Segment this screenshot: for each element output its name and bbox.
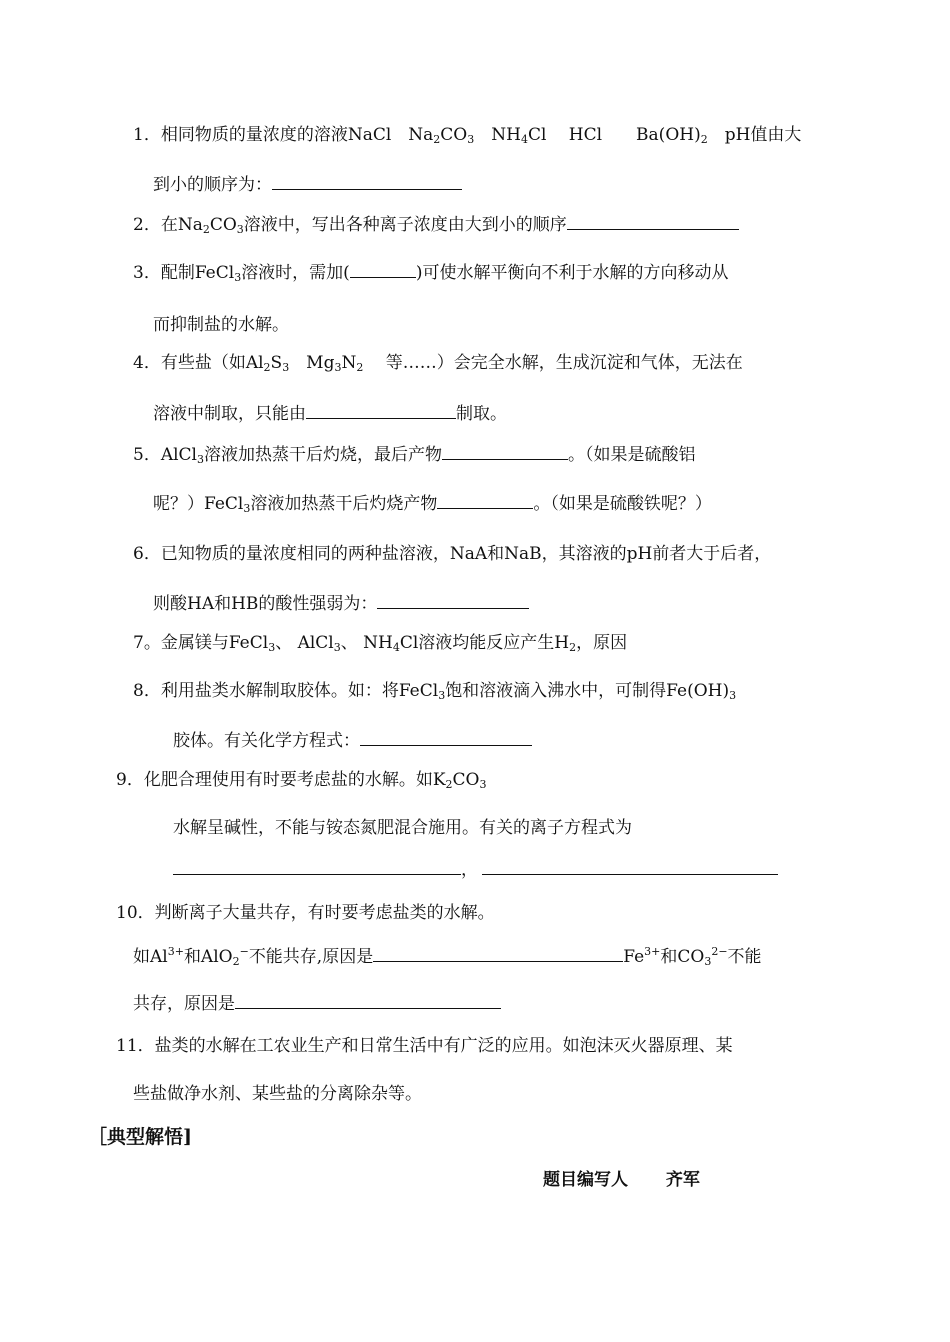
question-8-line-2: [173, 733, 532, 750]
q10-sub: 3: [704, 955, 712, 968]
q4-text: S: [270, 353, 283, 373]
question-10-line-3: [133, 996, 501, 1013]
q5-sub: 3: [243, 502, 251, 515]
q10-text: 不能共存,原因是: [248, 947, 374, 967]
q10-sup: 3+: [167, 945, 184, 958]
q1-text: Cl HCl Ba(OH): [527, 125, 701, 145]
q1-sub: 3: [467, 133, 475, 146]
question-3-line-1: [133, 265, 728, 283]
q3-text: )可使水解平衡向不利于水解的方向移动从: [415, 263, 729, 283]
q10-text: 如Al: [133, 947, 168, 967]
section-heading-text: ［典型解悟]: [88, 1126, 192, 1148]
q10-text: 共存，原因是: [133, 994, 235, 1014]
q9-sub: 3: [479, 778, 487, 791]
q7-text: ，原因: [576, 633, 628, 653]
q11-text: 11．盐类的水解在工农业生产和日常生活中有广泛的应用。如泡沫灭火器原理、某: [116, 1036, 733, 1056]
question-10-line-1: [116, 905, 495, 922]
question-7: [133, 635, 627, 653]
q10-sub: 2: [232, 955, 240, 968]
q1-text: 到小的顺序为：: [153, 175, 272, 195]
question-11-line-2: [133, 1086, 422, 1103]
q4-text: N: [341, 353, 357, 373]
answer-blank-q5-a[interactable]: [442, 458, 568, 460]
q4-text: Mg: [289, 353, 335, 373]
q1-text: NH: [474, 125, 521, 145]
q5-text: 5．AlCl: [133, 445, 197, 465]
q10-text: 和CO: [660, 947, 705, 967]
question-5-line-2: [153, 496, 712, 514]
q3-text: 3．配制FeCl: [133, 263, 235, 283]
q10-sup: 3+: [644, 945, 661, 958]
q1-text: CO: [440, 125, 468, 145]
q11-text: 些盐做净水剂、某些盐的分离除杂等。: [133, 1084, 422, 1104]
q2-sub: 2: [202, 223, 210, 236]
q10-text: 和AlO: [183, 947, 233, 967]
q4-text: 溶液中制取，只能由: [153, 404, 306, 424]
question-9-line-1: [116, 772, 486, 790]
q9-text: 9．化肥合理使用有时要考虑盐的水解。如K: [116, 770, 446, 790]
question-9-line-3: [173, 862, 778, 879]
q8-text: 饱和溶液滴入沸水中，可制得Fe(OH): [445, 681, 730, 701]
author-label: 题目编写人: [543, 1170, 628, 1190]
q9-text: 水解呈碱性，不能与铵态氮肥混合施用。有关的离子方程式为: [173, 818, 632, 838]
q1-text: pH值由大: [707, 125, 802, 145]
answer-blank-q3[interactable]: [350, 276, 416, 278]
answer-blank-q4[interactable]: [306, 417, 456, 419]
answer-blank-q9-a[interactable]: [173, 873, 461, 875]
q4-text: 制取。: [456, 404, 507, 424]
question-9-line-2: [173, 820, 632, 837]
q4-text: 等……）会完全水解，生成沉淀和气体，无法在: [363, 353, 743, 373]
q9-text: CO: [452, 770, 480, 790]
question-1-line-1: [133, 127, 801, 145]
q10-sup: −: [239, 945, 249, 958]
q8-sub: 3: [729, 689, 737, 702]
q8-text: 8．利用盐类水解制取胶体。如：将FeCl: [133, 681, 439, 701]
q10-sup: 2−: [711, 945, 728, 958]
answer-blank-q8[interactable]: [360, 744, 532, 746]
question-6-line-1: [133, 546, 771, 563]
q9-sub: 2: [445, 778, 453, 791]
q2-text: CO: [209, 215, 237, 235]
q1-sub: 4: [520, 133, 528, 146]
q5-text: 呢？）FeCl: [153, 494, 244, 514]
q10-text: 10．判断离子大量共存，有时要考虑盐类的水解。: [116, 903, 495, 923]
q1-sub: 2: [433, 133, 441, 146]
author-name: 齐军: [665, 1170, 700, 1190]
q7-sub: 4: [392, 641, 400, 654]
q3-text: 而抑制盐的水解。: [153, 315, 289, 335]
q6-text: 6．已知物质的量浓度相同的两种盐溶液，NaA和NaB，其溶液的pH前者大于后者，: [133, 544, 772, 564]
answer-blank-q9-b[interactable]: [482, 873, 778, 875]
q6-text: 则酸HA和HB的酸性强弱为：: [153, 594, 378, 614]
q5-text: 溶液加热蒸干后灼烧，最后产物: [203, 445, 442, 465]
answer-blank-q10-b[interactable]: [235, 1007, 501, 1009]
author-line: [543, 1172, 700, 1189]
q5-text: 。（如果是硫酸铁呢？）: [533, 494, 712, 514]
question-4-line-2: [153, 406, 507, 423]
q7-text: Cl溶液均能反应产生H: [399, 633, 570, 653]
q3-text: 溶液时，需加(: [241, 263, 350, 283]
question-8-line-1: [133, 683, 736, 701]
q4-sub: 3: [334, 361, 342, 374]
question-10-line-2: [133, 946, 762, 967]
question-3-line-2: [153, 317, 289, 334]
q7-sub: 2: [569, 641, 577, 654]
q2-text: 2．在Na: [133, 215, 203, 235]
q5-text: 。（如果是硫酸铝: [567, 445, 696, 465]
q5-sub: 3: [196, 453, 204, 466]
q7-text: 、 AlCl: [275, 633, 334, 653]
q8-sub: 3: [438, 689, 446, 702]
q2-text: 溶液中，写出各种离子浓度由大到小的顺序: [243, 215, 567, 235]
q7-text: 、 NH: [340, 633, 393, 653]
q10-text: Fe: [623, 947, 645, 967]
question-5-line-1: [133, 447, 695, 465]
answer-blank-q6[interactable]: [377, 607, 529, 609]
q3-sub: 3: [234, 271, 242, 284]
question-4-line-1: [133, 355, 743, 373]
question-6-line-2: [153, 596, 529, 613]
q7-text: 7。金属镁与FeCl: [133, 633, 269, 653]
q8-text: 胶体。有关化学方程式：: [173, 731, 360, 751]
answer-blank-q5-b[interactable]: [437, 507, 533, 509]
answer-blank-q1[interactable]: [272, 188, 462, 190]
answer-blank-q2[interactable]: [567, 228, 739, 230]
q1-text: 1．相同物质的量浓度的溶液NaCl Na: [133, 125, 434, 145]
q7-sub: 3: [268, 641, 276, 654]
q4-sub: 2: [356, 361, 364, 374]
section-heading: [88, 1128, 192, 1147]
q10-text: 不能: [727, 947, 762, 967]
question-2: [133, 217, 739, 235]
question-1-line-2: [153, 177, 462, 194]
q4-text: 4．有些盐（如Al: [133, 353, 264, 373]
q7-sub: 3: [333, 641, 341, 654]
q5-text: 溶液加热蒸干后灼烧产物: [250, 494, 438, 514]
answer-blank-q10-a[interactable]: [373, 960, 623, 962]
q1-sub: 2: [700, 133, 708, 146]
q4-sub: 3: [282, 361, 290, 374]
q2-sub: 3: [236, 223, 244, 236]
question-11-line-1: [116, 1038, 733, 1055]
q4-sub: 2: [263, 361, 271, 374]
q9-comma: ，: [461, 860, 478, 880]
